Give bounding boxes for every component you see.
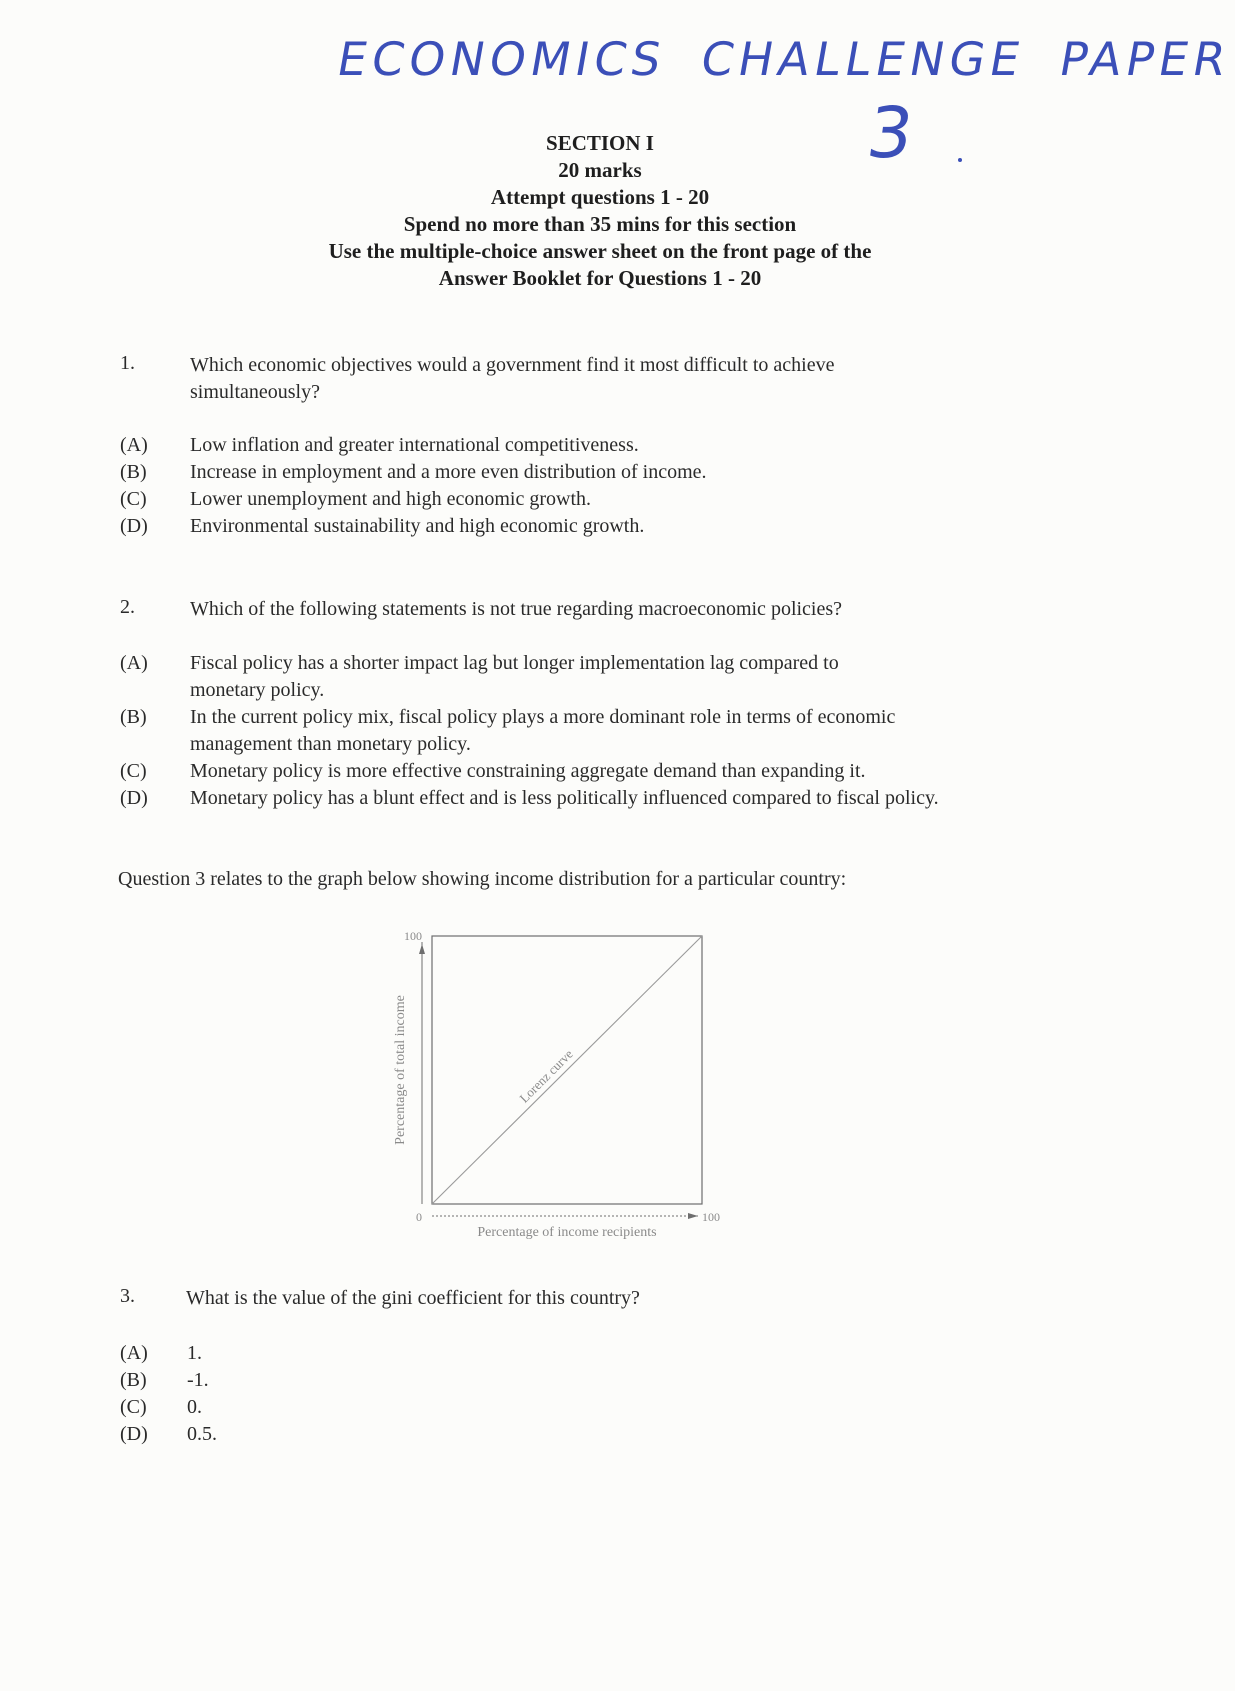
option-text: 1. xyxy=(187,1342,202,1364)
option-text xyxy=(190,704,1080,758)
lorenz-curve-label: Lorenz curve xyxy=(516,1046,576,1106)
option-letter: (A) xyxy=(120,1342,148,1364)
option-text-line: Fiscal policy has a shorter impact lag but longer implementation lag compared to xyxy=(190,652,839,674)
question-text xyxy=(190,352,1050,406)
x-tick-label: 100 xyxy=(702,1210,720,1224)
question-text-line: Which economic objectives would a government find it most difficult to achieve xyxy=(190,354,835,376)
x-axis-label: Percentage of income recipients xyxy=(477,1225,657,1240)
option-letter: (B) xyxy=(120,706,147,728)
lorenz-curve-line xyxy=(432,936,702,1204)
y-axis-label: Percentage of total income xyxy=(393,995,408,1145)
option-text: 0. xyxy=(187,1396,202,1418)
option-text: Monetary policy has a blunt effect and is less politically influenced compared to fiscal policy. xyxy=(190,787,939,809)
option-text: Increase in employment and a more even distribution of income. xyxy=(190,461,707,483)
option-letter: (D) xyxy=(120,515,148,537)
section-instruction: Use the multiple-choice answer sheet on the front page of the xyxy=(328,239,872,263)
option-letter: (B) xyxy=(120,1369,147,1391)
option-text-line: In the current policy mix, fiscal policy plays a more dominant role in terms of economic xyxy=(190,706,896,728)
x-tick-label: 0 xyxy=(416,1210,422,1224)
section-title: SECTION I xyxy=(546,131,654,155)
option-text-line: management than monetary policy. xyxy=(190,733,471,755)
question-text: Which of the following statements is not true regarding macroeconomic policies? xyxy=(190,598,843,620)
x-axis-arrow xyxy=(688,1213,698,1219)
option-letter: (C) xyxy=(120,760,147,782)
handwritten-word: PAPER xyxy=(1055,32,1235,86)
option-text xyxy=(190,650,1080,704)
question-text: What is the value of the gini coefficient for this country? xyxy=(186,1287,640,1309)
option-letter: (C) xyxy=(120,488,147,510)
option-text: 0.5. xyxy=(187,1423,217,1445)
question-intro: Question 3 relates to the graph below showing income distribution for a particular country: xyxy=(118,868,847,890)
option-text-line: monetary policy. xyxy=(190,679,325,701)
section-heading xyxy=(0,130,1200,292)
option-letter: (B) xyxy=(120,461,147,483)
y-tick-label: 100 xyxy=(404,929,422,943)
section-attempt: Attempt questions 1 - 20 xyxy=(490,185,710,209)
section-instruction: Answer Booklet for Questions 1 - 20 xyxy=(438,266,762,290)
handwritten-paper-number: 3 xyxy=(862,92,919,174)
option-text: Monetary policy is more effective constraining aggregate demand than expanding it. xyxy=(190,760,866,782)
y-axis-arrow xyxy=(419,944,425,954)
handwritten-title xyxy=(333,32,1235,86)
option-text: Environmental sustainability and high economic growth. xyxy=(190,515,645,537)
option-letter: (D) xyxy=(120,1423,148,1445)
option-text: Lower unemployment and high economic growth. xyxy=(190,488,592,510)
question-number: 1. xyxy=(120,352,135,374)
option-letter: (D) xyxy=(120,787,148,809)
lorenz-chart xyxy=(380,918,730,1248)
option-letter: (C) xyxy=(120,1396,147,1418)
lorenz-chart-svg xyxy=(380,918,730,1248)
option-text: -1. xyxy=(187,1369,209,1391)
handwritten-word: ECONOMICS xyxy=(333,32,671,86)
option-text: Low inflation and greater international competitiveness. xyxy=(190,434,639,456)
question-number: 2. xyxy=(120,596,135,618)
question-number: 3. xyxy=(120,1285,135,1307)
handwritten-word: CHALLENGE xyxy=(696,32,1029,86)
section-time: Spend no more than 35 mins for this section xyxy=(403,212,797,236)
question-text-line: simultaneously? xyxy=(190,381,320,403)
option-letter: (A) xyxy=(120,652,148,674)
option-letter: (A) xyxy=(120,434,148,456)
section-marks: 20 marks xyxy=(558,158,642,182)
